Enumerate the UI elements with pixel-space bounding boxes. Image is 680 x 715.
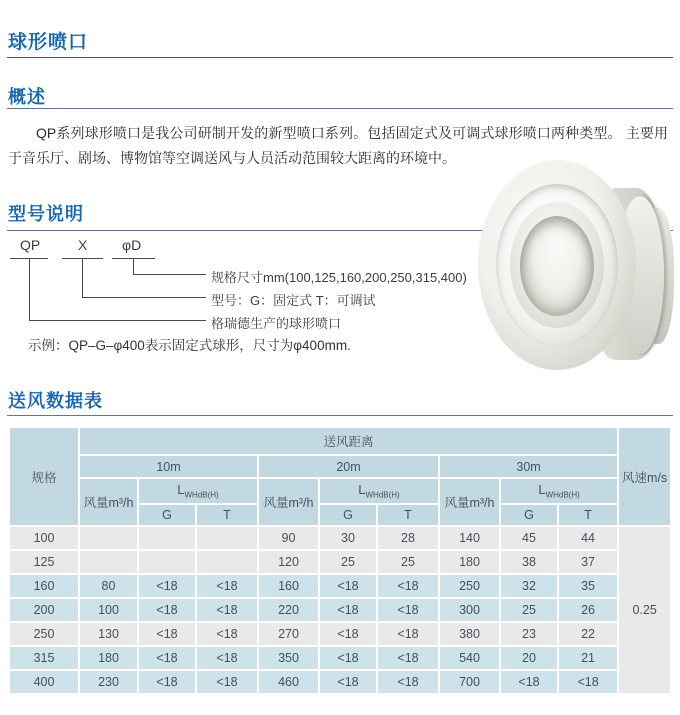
table-cell: 90	[259, 527, 318, 549]
table-cell: 30	[320, 527, 376, 549]
table-cell: 25	[320, 551, 376, 573]
table-cell: 26	[559, 599, 617, 621]
table-cell: <18	[197, 647, 257, 669]
title-divider	[7, 57, 673, 58]
table-cell: 23	[501, 623, 557, 645]
table-cell: 120	[259, 551, 318, 573]
table-cell: 21	[559, 647, 617, 669]
col-header-noise	[139, 479, 257, 503]
table-cell: 380	[440, 623, 499, 645]
table-cell: 230	[80, 671, 137, 693]
callout-brand: 格瑞德生产的球形喷口	[211, 316, 342, 331]
table-cell: 37	[559, 551, 617, 573]
col-header-30m: 30m	[440, 456, 617, 477]
col-header-airflow: 风量m³/h	[259, 479, 318, 525]
table-cell: <18	[320, 671, 376, 693]
model-part-qp: QP	[20, 237, 41, 253]
noise-symbol: L	[177, 482, 185, 498]
table-cell: <18	[139, 671, 195, 693]
table-cell	[197, 527, 257, 549]
table-cell: <18	[197, 671, 257, 693]
col-header-g: G	[139, 505, 195, 525]
diagram-connector-line	[133, 274, 206, 275]
table-row	[10, 575, 670, 597]
table-cell: 22	[559, 623, 617, 645]
table-cell	[197, 551, 257, 573]
noise-subscript: WHdB(H)	[365, 490, 400, 500]
col-header-speed: 风速m/s	[619, 428, 670, 525]
table-cell: <18	[197, 623, 257, 645]
table-cell: 44	[559, 527, 617, 549]
table-row	[10, 551, 670, 573]
table-cell: 270	[259, 623, 318, 645]
col-header-airflow: 风量m³/h	[80, 479, 137, 525]
table-cell: 20	[501, 647, 557, 669]
section-divider	[7, 415, 673, 416]
model-part-diameter: φD	[122, 237, 142, 253]
table-cell: 460	[259, 671, 318, 693]
table-cell: 35	[559, 575, 617, 597]
table-cell: 180	[440, 551, 499, 573]
table-cell: 80	[80, 575, 137, 597]
diagram-connector-line	[82, 297, 206, 298]
table-cell: 100	[80, 599, 137, 621]
air-supply-data-table	[8, 426, 672, 695]
spec-cell: 100	[10, 527, 78, 549]
noise-symbol: L	[538, 482, 546, 498]
page-title: 球形喷口	[8, 32, 89, 53]
table-cell: <18	[501, 671, 557, 693]
table-row	[10, 647, 670, 669]
table-cell: <18	[320, 623, 376, 645]
data-table-heading: 送风数据表	[8, 391, 103, 411]
table-cell: 25	[378, 551, 438, 573]
col-header-g: G	[320, 505, 376, 525]
table-cell: 28	[378, 527, 438, 549]
table-cell: <18	[139, 575, 195, 597]
table-cell: 180	[80, 647, 137, 669]
col-header-20m: 20m	[259, 456, 438, 477]
diagram-connector-line	[133, 258, 134, 274]
table-cell: <18	[139, 599, 195, 621]
spec-cell: 315	[10, 647, 78, 669]
noise-subscript: WHdB(H)	[545, 490, 580, 500]
table-cell: <18	[320, 599, 376, 621]
table-cell	[139, 551, 195, 573]
table-cell: 700	[440, 671, 499, 693]
nozzle-opening	[520, 216, 594, 316]
table-cell: 350	[259, 647, 318, 669]
col-header-spec: 规格	[10, 428, 78, 525]
col-header-t: T	[197, 505, 257, 525]
spec-cell: 200	[10, 599, 78, 621]
table-cell: <18	[139, 647, 195, 669]
table-cell: <18	[197, 575, 257, 597]
col-header-noise	[320, 479, 438, 503]
spec-cell: 250	[10, 623, 78, 645]
table-cell: <18	[559, 671, 617, 693]
table-cell	[139, 527, 195, 549]
table-row	[10, 599, 670, 621]
table-cell: 45	[501, 527, 557, 549]
table-cell: <18	[139, 623, 195, 645]
table-cell: <18	[378, 647, 438, 669]
table-row	[10, 623, 670, 645]
col-header-airflow: 风量m³/h	[440, 479, 499, 525]
noise-subscript: WHdB(H)	[184, 490, 219, 500]
section-divider	[7, 108, 673, 109]
table-cell	[80, 527, 137, 549]
col-header-distance-group: 送风距离	[80, 428, 617, 454]
table-cell: 140	[440, 527, 499, 549]
spec-cell: 400	[10, 671, 78, 693]
col-header-t: T	[559, 505, 617, 525]
table-cell: <18	[197, 599, 257, 621]
spec-cell: 160	[10, 575, 78, 597]
overview-heading: 概述	[8, 87, 46, 107]
model-part-x: X	[78, 237, 88, 253]
table-cell: 38	[501, 551, 557, 573]
col-header-t: T	[378, 505, 438, 525]
table-cell: <18	[378, 599, 438, 621]
table-cell: 540	[440, 647, 499, 669]
table-cell: 160	[259, 575, 318, 597]
speed-value-cell: 0.25	[619, 527, 670, 693]
diagram-connector-line	[29, 258, 30, 320]
callout-type: 型号：G：固定式 T：可调试	[211, 293, 376, 308]
spec-cell: 125	[10, 551, 78, 573]
model-example: 示例：QP–G–φ400表示固定式球形，尺寸为φ400mm.	[28, 338, 351, 353]
overview-paragraph: QP系列球形喷口是我公司研制开发的新型喷口系列。包括固定式及可调式球形喷口两种类型。 主要用于音乐厅、剧场、博物馆等空调送风与人员活动范围较大距离的环境中。	[8, 125, 668, 166]
noise-symbol: L	[358, 482, 366, 498]
table-cell: <18	[320, 575, 376, 597]
table-row	[10, 527, 670, 549]
table-cell: 32	[501, 575, 557, 597]
diagram-connector-line	[82, 258, 83, 297]
model-heading: 型号说明	[8, 204, 84, 224]
table-cell: <18	[378, 671, 438, 693]
table-cell: 250	[440, 575, 499, 597]
table-cell: <18	[378, 575, 438, 597]
table-row	[10, 671, 670, 693]
product-photo	[468, 156, 680, 376]
table-cell: <18	[378, 623, 438, 645]
table-cell: 130	[80, 623, 137, 645]
col-header-noise	[501, 479, 617, 503]
col-header-g: G	[501, 505, 557, 525]
table-cell: 220	[259, 599, 318, 621]
table-cell: 25	[501, 599, 557, 621]
table-cell	[80, 551, 137, 573]
diagram-connector-line	[29, 320, 206, 321]
table-cell: 300	[440, 599, 499, 621]
model-code-diagram	[10, 237, 472, 359]
col-header-10m: 10m	[80, 456, 257, 477]
table-cell: <18	[320, 647, 376, 669]
callout-size: 规格尺寸mm(100,125,160,200,250,315,400)	[211, 270, 467, 285]
